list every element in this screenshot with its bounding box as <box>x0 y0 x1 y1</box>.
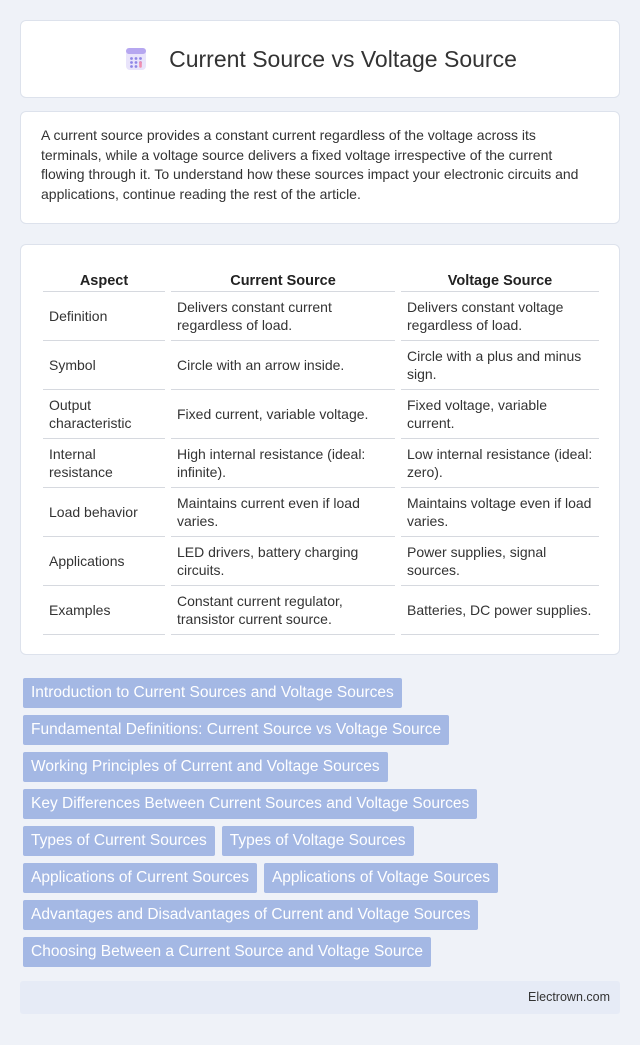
topic-link[interactable]: Key Differences Between Current Sources and Voltage Sources <box>23 789 477 819</box>
table-row <box>43 291 599 340</box>
page-title: Current Source vs Voltage Source <box>169 45 517 72</box>
topic-row <box>23 826 623 856</box>
cell-current-source: Fixed current, variable voltage. <box>168 389 398 438</box>
column-header-voltage-source: Voltage Source <box>398 265 599 291</box>
topic-link[interactable]: Applications of Voltage Sources <box>264 863 498 893</box>
cell-aspect: Internal resistance <box>43 438 168 487</box>
table-row <box>43 389 599 438</box>
table-header-row <box>43 265 599 291</box>
cell-aspect: Output characteristic <box>43 389 168 438</box>
table-row <box>43 536 599 585</box>
topic-row <box>23 678 623 708</box>
topic-link[interactable]: Choosing Between a Current Source and Voltage Source <box>23 937 431 967</box>
cell-current-source: Maintains current even if load varies. <box>168 487 398 536</box>
table-row <box>43 438 599 487</box>
cell-voltage-source: Circle with a plus and minus sign. <box>398 340 599 389</box>
cell-voltage-source: Low internal resistance (ideal: zero). <box>398 438 599 487</box>
topic-row <box>23 900 623 930</box>
topic-row <box>23 715 623 745</box>
footer-brand: Electrown.com <box>528 990 610 1004</box>
intro-text: A current source provides a constant current regardless of the voltage across its terminals, while a voltage source delivers a fixed voltage irrespective of the current flowing through it. To understand how these sources impact your electronic circuits and applications, continue reading the rest of the article. <box>41 127 579 202</box>
cell-voltage-source: Batteries, DC power supplies. <box>398 585 599 634</box>
cell-aspect: Load behavior <box>43 487 168 536</box>
table-body <box>43 291 599 634</box>
cell-aspect: Applications <box>43 536 168 585</box>
cell-aspect: Definition <box>43 291 168 340</box>
topic-link[interactable]: Advantages and Disadvantages of Current and Voltage Sources <box>23 900 478 930</box>
column-header-current-source: Current Source <box>168 265 398 291</box>
table-row <box>43 340 599 389</box>
topic-link[interactable]: Fundamental Definitions: Current Source vs Voltage Source <box>23 715 449 745</box>
topic-link[interactable]: Types of Current Sources <box>23 826 215 856</box>
topic-row <box>23 752 623 782</box>
topic-row <box>23 937 623 967</box>
intro-card <box>20 111 620 224</box>
cell-voltage-source: Delivers constant voltage regardless of load. <box>398 291 599 340</box>
topic-link[interactable]: Working Principles of Current and Voltage Sources <box>23 752 388 782</box>
title-card <box>20 20 620 98</box>
table-row <box>43 487 599 536</box>
related-topics <box>23 678 623 974</box>
topic-link[interactable]: Introduction to Current Sources and Voltage Sources <box>23 678 402 708</box>
comparison-table-card <box>20 244 620 655</box>
column-header-aspect: Aspect <box>43 265 168 291</box>
cell-aspect: Examples <box>43 585 168 634</box>
table-row <box>43 585 599 634</box>
topic-link[interactable]: Types of Voltage Sources <box>222 826 414 856</box>
topic-link[interactable]: Applications of Current Sources <box>23 863 257 893</box>
calculator-icon <box>123 46 149 72</box>
comparison-table <box>43 265 599 635</box>
topic-row <box>23 863 623 893</box>
cell-aspect: Symbol <box>43 340 168 389</box>
cell-current-source: Delivers constant current regardless of load. <box>168 291 398 340</box>
cell-current-source: Constant current regulator, transistor current source. <box>168 585 398 634</box>
footer <box>20 981 620 1014</box>
cell-current-source: LED drivers, battery charging circuits. <box>168 536 398 585</box>
cell-current-source: Circle with an arrow inside. <box>168 340 398 389</box>
cell-voltage-source: Maintains voltage even if load varies. <box>398 487 599 536</box>
topic-row <box>23 789 623 819</box>
cell-voltage-source: Fixed voltage, variable current. <box>398 389 599 438</box>
cell-voltage-source: Power supplies, signal sources. <box>398 536 599 585</box>
cell-current-source: High internal resistance (ideal: infinite). <box>168 438 398 487</box>
